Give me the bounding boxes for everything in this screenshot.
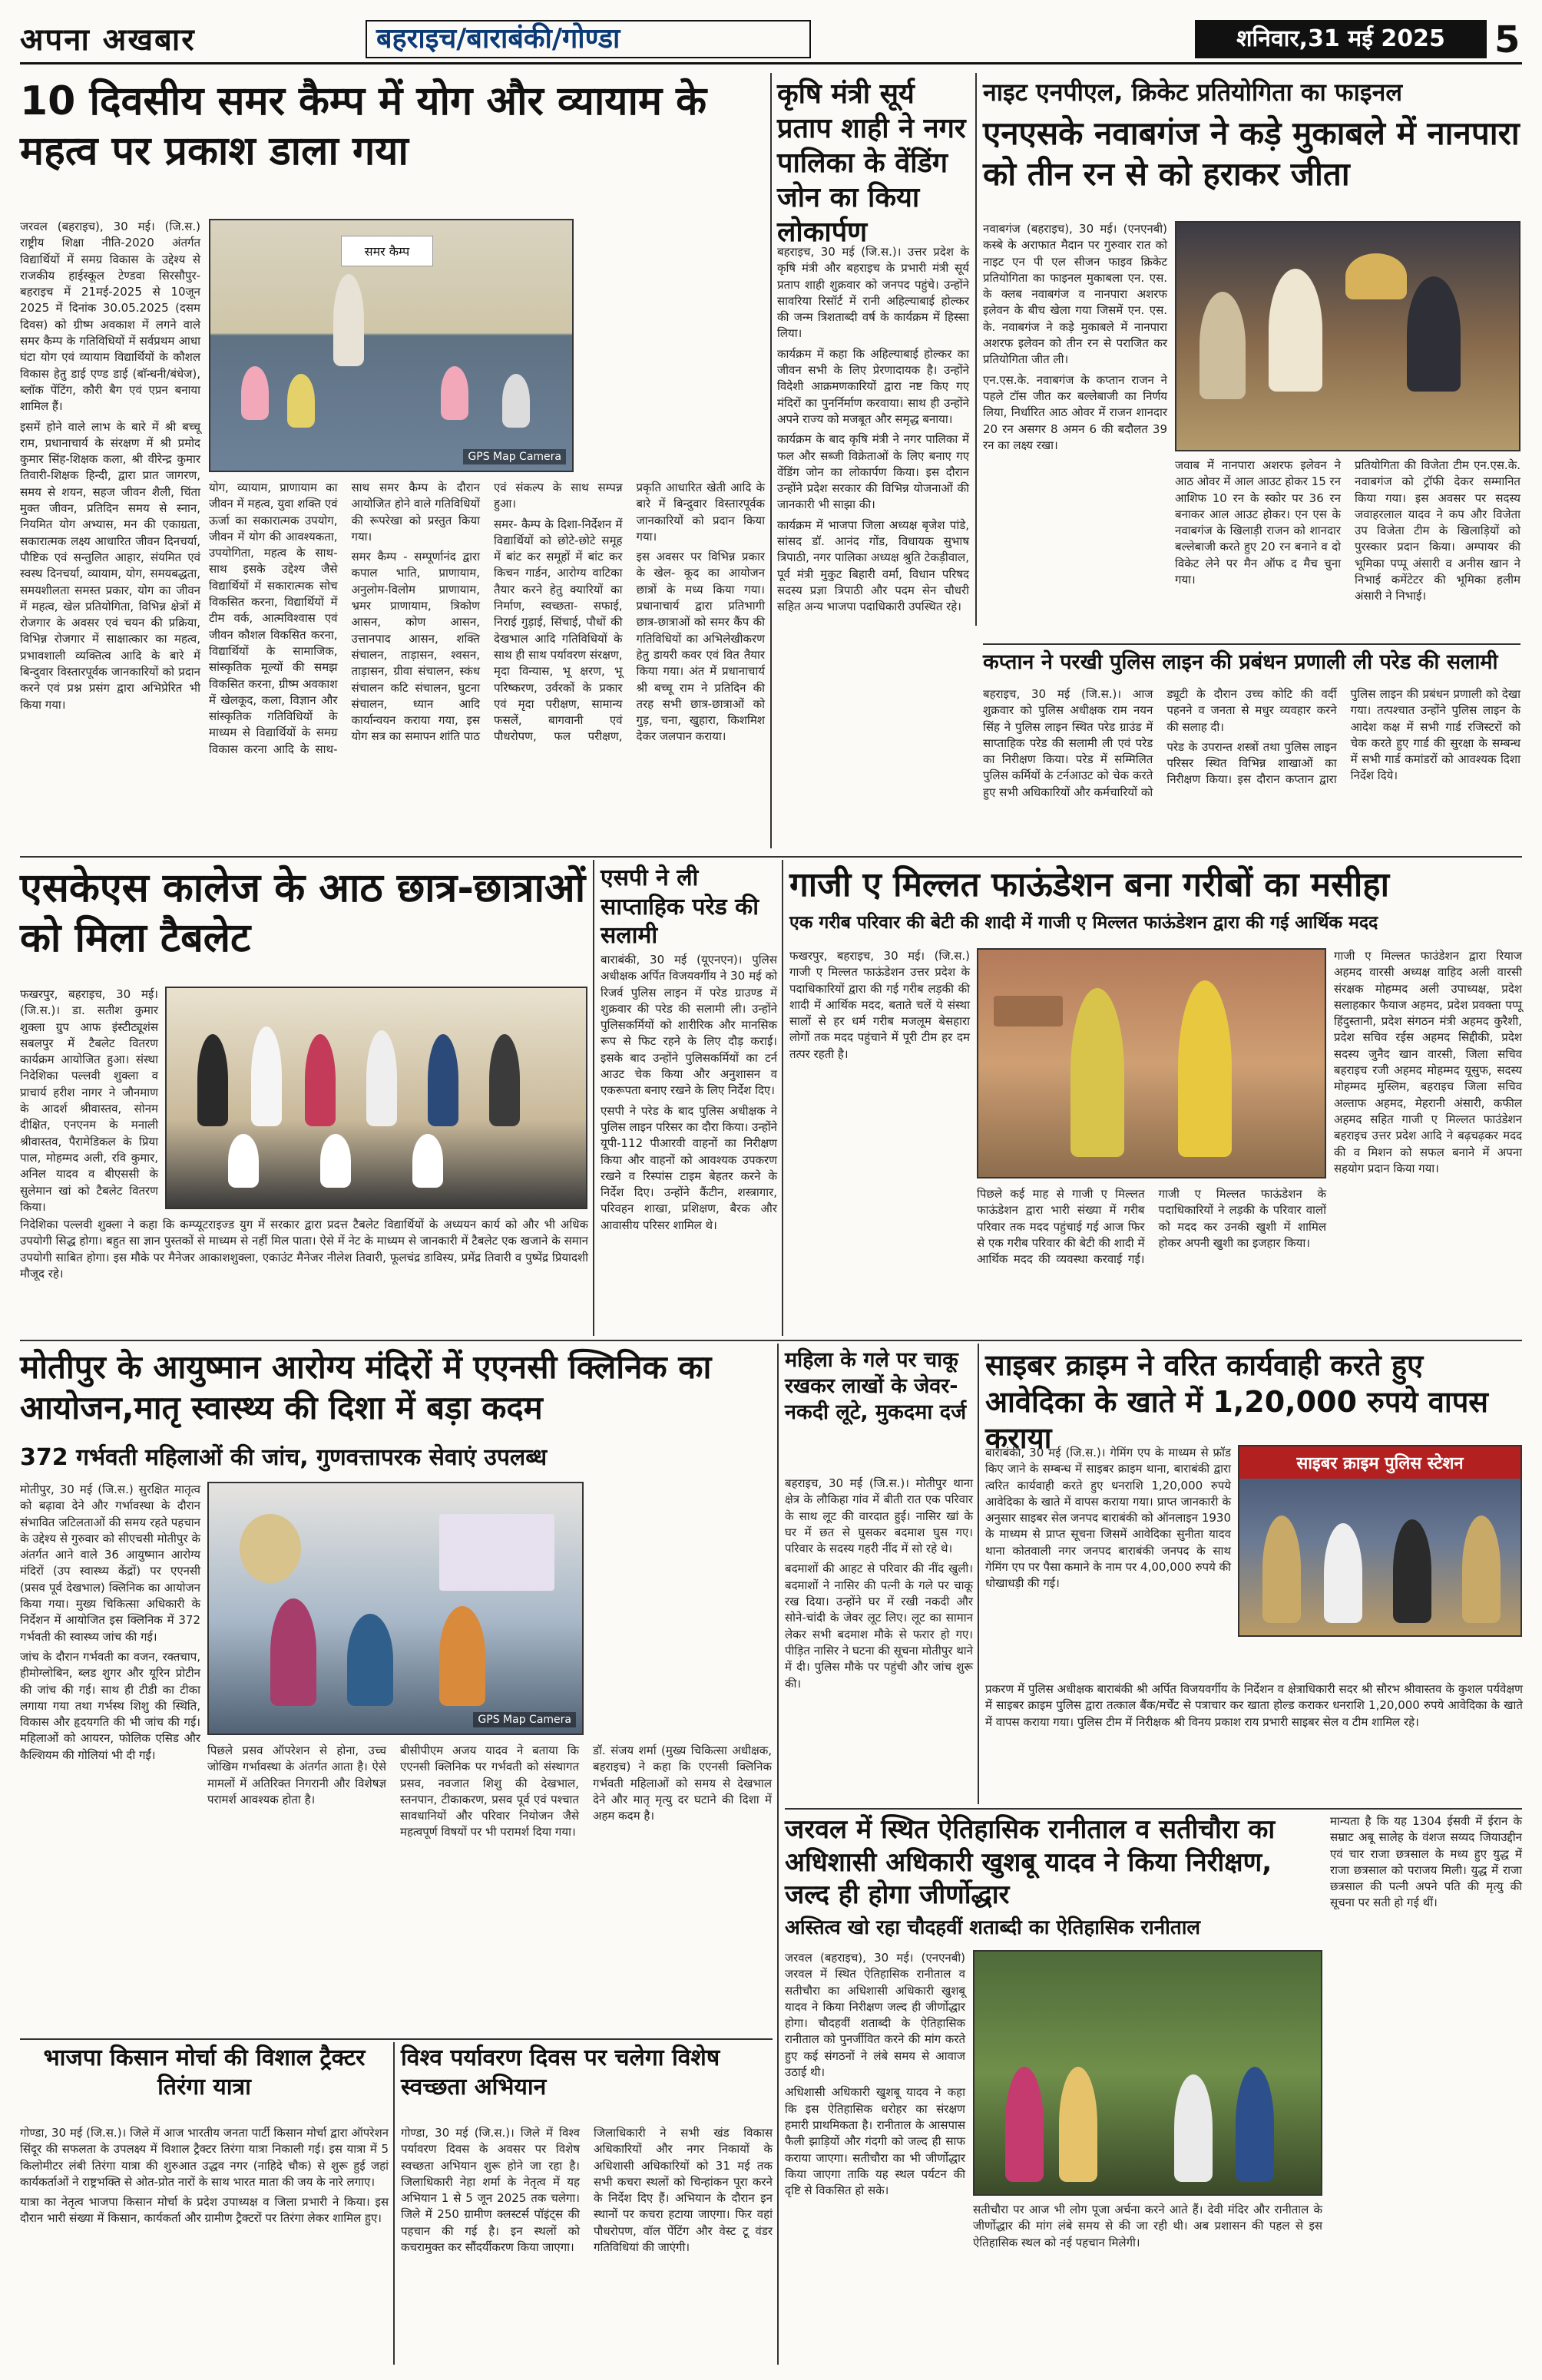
cricket-kicker: नाइट एनपीएल, क्रिकेट प्रतियोगिता का फाइनल xyxy=(983,78,1403,107)
camp-photo-banner: समर कैम्प xyxy=(341,236,433,266)
robbery-headline: महिला के गले पर चाकू रखकर लाखों के जेवर-नकदी लूटे, मुकदमा दर्ज xyxy=(785,1348,967,1424)
cyber-photo xyxy=(1238,1445,1522,1637)
robbery-paragraph: बहराइच, 30 मई (जि.स.)। मोतीपुर थाना क्षेत्र के लौकिहा गांव में बीती रात एक परिवार के साथ लूट की वारदात हुई। नासिर खां के घर में छत से घुसकर बदमाश घुस गए। परिवार के सदस्य गहरी नींद में सो रहे थे। xyxy=(785,1476,973,1556)
kisan-headline: भाजपा किसान मोर्चा की विशाल ट्रैक्टर तिरंगा यात्रा xyxy=(43,2044,366,2101)
cricket-body-right xyxy=(1175,458,1520,636)
police-body xyxy=(983,686,1520,855)
env-headline: विश्व पर्यावरण दिवस पर चलेगा विशेष स्वच्छता अभियान xyxy=(401,2044,720,2101)
section-rule xyxy=(785,1808,1522,1810)
ghazi-paragraph: फखरपुर, बहराइच, 30 मई। (जि.स.) गाजी ए मिल्लत फाऊंडेशन उत्तर प्रदेश के पदाधिकारियों द्वारा की गई गरीब लड़की की शादी में आर्थिक मदद, बताते चलें ये संस्था सालों से हर धर्म गरीब मजलूम बेसहारा लोगों तक मदद पहुंचाने में पूरी टीम हर दम तत्पर रहती है। xyxy=(789,949,970,1061)
minister-paragraph: बहराइच, 30 मई (जि.स.)। उत्तर प्रदेश के कृषि मंत्री और बहराइच के प्रभारी मंत्री सूर्य प्रताप शाही शुक्रवार को जनपद पहुंचे। उन्होंने सावरिया रिसॉर्ट में रानी अहिल्याबाई होल्कर की जन्म त्रिशताब्दी वर्ष के कार्यक्रम में हिस्सा लिया। xyxy=(777,245,969,341)
minister-paragraph: कार्यक्रम में कहा कि अहिल्याबाई होल्कर का जीवन सभी के लिए प्रेरणादायक है। उन्होंने विदेशी आक्रमणकारियों द्वारा नष्ट किए गए मंदिरों का पुनर्निर्माण करवाया। साथ ही उन्होंने अपने राज्य को मजबूत और समृद्ध बनाया। xyxy=(777,346,969,426)
police-station-sign: साइबर क्राइम पुलिस स्टेशन xyxy=(1239,1446,1520,1479)
ghazi-subhead: एक गरीब परिवार की बेटी की शादी में गाजी ए मिल्लत फाऊंडेशन द्वारा की गई आर्थिक मदद xyxy=(789,913,1378,933)
cyber-body-bottom xyxy=(985,1681,1523,1804)
ghazi-paragraph: पिछले कई माह से गाजी ए मिल्लत फाऊंडेशन द्वारा भारी संख्या में गरीब परिवार तक मदद पहुंचाई गई आज फिर से एक गरीब परिवार की बेटी की शादी में आर्थिक मदद की व्यवस्था करवाई गई। गाजी ए मिल्लत फाऊंडेशन के पदाधिकारियों ने लड़की के परिवार वालों को मदद कर उनकी खुशी में शामिल होकर अपनी खुशी का इजहार किया। xyxy=(977,1187,1326,1267)
newspaper-brand: अपना अखबार xyxy=(20,22,196,58)
robbery-paragraph: बदमाशों की आहट से परिवार की नींद खुली। बदमाशों ने नासिर की पत्नी के गले पर चाकू रख दिया। उन्होंने घर में रखी नकदी और सोने-चांदी के जेवर लूट लिए। लूट का सामान लेकर सभी बदमाश मौके से फरार हो गए। पीड़ित नासिर ने घटना की सूचना मोतीपुर थाने में दी। पुलिस मौके पर पहुंची और जांच शुरू की। xyxy=(785,1562,973,1691)
env-paragraph: गोण्डा, 30 मई (जि.स.)। जिले में विश्व पर्यावरण दिवस के अवसर पर विशेष स्वच्छता अभियान शुरू होने जा रहा है। जिलाधिकारी नेहा शर्मा के नेतृत्व में यह अभियान 1 से 5 जून 2025 तक चलेगा। जिले में 250 ग्रामीण क्लस्टर्स पॉइंट्स की पहचान की गई है। इन स्थलों को कचरामुक्त कर सौंदर्यीकरण किया जाएगा। xyxy=(401,2126,580,2255)
robbery-body xyxy=(785,1476,973,1802)
cricket-paragraph: जवाब में नानपारा अशरफ इलेवन ने आठ ओवर में आल आउट होकर 15 रन आशिफ 10 रन के स्कोर पर 36 रन बनाकर आल आउट होकर। एन एस के नवाबगंज के खिलाड़ी राजन को शानदार बल्लेबाजी करते हुए 20 रन बनाने व दो विकेट लेने पर मैन ऑफ द मैच चुना गया। xyxy=(1175,458,1341,587)
column-rule xyxy=(393,2042,395,2365)
ghazi-body-mid xyxy=(977,1186,1326,1332)
issue-date: शनिवार,31 मई 2025 xyxy=(1195,20,1487,58)
section-rule xyxy=(20,856,1522,858)
section-rule xyxy=(20,2038,773,2040)
edition-section: बहराइच/बाराबंकी/गोण्डा xyxy=(366,20,811,58)
cyber-body-left xyxy=(985,1445,1231,1675)
camp-photo xyxy=(209,219,574,472)
camp-body-left xyxy=(20,219,200,964)
tablet-paragraph: निदेशिका पल्लवी शुक्ला ने कहा कि कम्प्यूटराइज्ड युग में सरकार द्वारा प्रदत्त टैबलेट विद्यार्थियों के अध्ययन कार्य को और भी अधिक उपयोगी सिद्ध होगा। बहुत सा ज्ञान पुस्तकों से माध्यम से नहीं मिल पाता। ऐसे में नेट के माध्यम से जानकारी में टैबलेट एक खजाने के समान उपयोगी साबित होगा। इस मौके पर मैनेजर आकाशशुक्ला, एकाउंट मैनेजर नीलेश तिवारी, फूलचंद्र डाविस्य, प्रमेंद्र तिवारी व पुष्पेंद्र प्रियादशी मौजूद रहे। xyxy=(20,1218,588,1281)
cricket-headline: एनएसके नवाबगंज ने कड़े मुकाबले में नानपारा को तीन रन से को हराकर जीता xyxy=(983,114,1520,193)
jarwal-paragraph: सतीचौरा पर आज भी लोग पूजा अर्चना करने आते हैं। देवी मंदिर और रानीताल के जीर्णोद्धार की मांग लंबे समय से की जा रही थी। अब प्रशासन की पहल से इस ऐतिहासिक स्थल को नई पहचान मिलेगी। xyxy=(973,2203,1322,2249)
clinic-photo xyxy=(207,1482,584,1735)
tablet-headline: एसकेएस कालेज के आठ छात्र-छात्राओं को मिला टैबलेट xyxy=(20,865,586,961)
jarwal-body-right xyxy=(1330,1813,1522,2361)
page-number: 5 xyxy=(1494,18,1520,61)
camp-paragraph: योग, व्यायाम, प्राणायाम का जीवन में महत्व, युवा शक्ति एवं ऊर्जा का सकारात्मक उपयोग, जीवन में योग की आवश्यकता, उपयोगिता, महत्व के साथ- साथ इसके उद्देश्य जैसे विद्यार्थियों में सकारात्मक सोच विकसित करना, विद्यार्थियों में टीम वर्क, आत्मविश्वास एवं जीवन कौशल विकसित करना, विद्यार्थियों के सामाजिक, सांस्कृतिक मूल्यों की समझ विकसित करना, ग्रीष्म अवकाश में खेलकूद, कला, विज्ञान और सांस्कृतिक गतिविधियों के माध्यम से विद्यार्थियों के समग्र विकास करना आदि के साथ-साथ समर कैम्प के दौरान आयोजित होने वाले गतिविधियों की रूपरेखा को प्रस्तुत किया गया। xyxy=(209,481,480,756)
jarwal-paragraph: अधिशासी अधिकारी खुशबू यादव ने कहा कि इस ऐतिहासिक धरोहर का संरक्षण हमारी प्राथमिकता है। रानीताल के आसपास फैली झाड़ियों और गंदगी को जल्द ही साफ कराया जाएगा। सतीचौरा का भी जीर्णोद्धार किया जाएगा ताकि यह स्थल पर्यटन की दृष्टि से विकसित हो सके। xyxy=(785,2085,965,2198)
clinic-paragraph: बीसीपीएम अजय यादव ने बताया कि एएनसी क्लिनिक पर गर्भवती को संस्थागत प्रसव, नवजात शिशु की देखभाल, स्तनपान, टीकाकरण, प्रसव पूर्व एवं पश्चात सावधानियों और परिवार नियोजन जैसे महत्वपूर्ण विषयों पर भी परामर्श दिया गया। xyxy=(400,1744,579,1840)
jarwal-photo xyxy=(973,1950,1322,2196)
ghazi-paragraph: गाजी ए मिल्लत फाउंडेशन द्वारा रियाज अहमद वारसी अध्यक्ष वाहिद अली वारसी संरक्षक मोहम्मद अली उपाध्यक्ष, प्रदेश सलाहकार फैयाज अहमद, प्रदेश प्रवक्ता पप्पू हिंदुस्तानी, प्रदेश संगठन मंत्री अहमद कुरैशी, प्रदेश सचिव रईस अहमद सिद्दीकी, प्रदेश सदस्य जुनैद खान वारसी, जिला सचिव बहराइच रजी अहमद मोहम्मद यूसुफ, सदस्य मोहम्मद मुस्लिम, बहराइच जिला सचिव अल्ताफ अहमद, मेहरानी अंसारी, कफील अहमद सहित गाजी ए मिल्लत फाउंडेशन बहराइच उत्तर प्रदेश आदि ने बढ़चढ़कर मदद की व मिशन को सफल बनाने में अपना सहयोग प्रदान किया गया। xyxy=(1334,949,1522,1175)
clinic-headline: मोतीपुर के आयुष्मान आरोग्य मंदिरों में एएनसी क्लिनिक का आयोजन,मातृ स्वास्थ्य की दिशा में बड़ा कदम xyxy=(20,1348,712,1426)
cyber-headline: साइबर क्राइम ने वरित कार्यवाही करते हुए आवेदिका के खाते में 1,20,000 रुपये वापस कराया xyxy=(985,1348,1488,1455)
column-rule xyxy=(777,1344,779,2365)
minister-headline: कृषि मंत्री सूर्य प्रताप शाही ने नगर पालिका के वेंडिंग जोन का किया लोकार्पण xyxy=(777,78,966,248)
jarwal-body-mid xyxy=(973,2202,1322,2361)
cricket-paragraph: नवाबगंज (बहराइच), 30 मई। (एनएनबी) कस्बे के अराफात मैदान पर गुरुवार रात को नाइट एन पी एल सीजन फाइव क्रिकेट प्रतियोगिता का फाइनल मुकाबला एन. एस. के क्लब नवाबगंज व नानपारा अशरफ इलेवन के बीच खेला गया जिसमें एन. एस. के. नवाबगंज ने कड़े मुकाबले में नानपारा अशरफ इलेवन को तीन रन से पराजित कर प्रतियोगिता जीत ली। xyxy=(983,222,1167,367)
column-rule xyxy=(593,860,594,1336)
jarwal-paragraph: जरवल (बहराइच), 30 मई। (एनएनबी) जरवल में स्थित ऐतिहासिक रानीताल व सतीचौरा का अधिशासी अधिकारी खुशबू यादव ने किया निरीक्षण जल्द ही जीर्णोद्धार होगा। चौदहवीं शताब्दी के ऐतिहासिक रानीताल को पुनर्जीवित करने की मांग करते हुए कई संगठनों ने लंबे समय से आवाज उठाई थी। xyxy=(785,1951,965,2080)
camera-watermark: GPS Map Camera xyxy=(473,1712,576,1727)
jarwal-headline: जरवल में स्थित ऐतिहासिक रानीताल व सतीचौरा का अधिशासी अधिकारी खुशबू यादव ने किया निरीक्षण, जल्द ही होगा जीर्णोद्धार xyxy=(785,1814,1276,1910)
cricket-photo xyxy=(1175,221,1520,451)
clinic-paragraph: मोतीपुर, 30 मई (जि.स.) सुरक्षित मातृत्व को बढ़ावा देने और गर्भावस्था के दौरान संभावित जटिलताओं की समय रहते पहचान के उद्देश्य से गुरुवार को सीएचसी मोतीपुर के अंतर्गत आने वाले 36 आयुष्मान आरोग्य मंदिरों (उप स्वास्थ्य केंद्रों) पर एएनसी (प्रसव पूर्व देखभाल) क्लिनिक का आयोजन किया गया। मुख्य चिकित्सा अधिकारी के निर्देशन में आयोजित इस क्लिनिक में 372 गर्भवती की स्वास्थ्य जांच की गई। xyxy=(20,1483,200,1644)
sp-headline: एसपी ने ली साप्ताहिक परेड की सलामी xyxy=(601,864,759,949)
sp-paragraph: एसपी ने परेड के बाद पुलिस अधीक्षक ने पुलिस लाइन परिसर का दौरा किया। उन्होंने यूपी-112 पीआरवी वाहनों का निरीक्षण किया और वाहनों को आवश्यक उपकरण रखने व रिस्पांस टाइम बेहतर करने के निर्देश दिए। उन्होंने कैंटीन, शस्त्रागार, परिवहन शाखा, प्रशिक्षण, बैरक और आवासीय परिसर शामिल थे। xyxy=(601,1103,777,1232)
minister-paragraph: कार्यक्रम में भाजपा जिला अध्यक्ष बृजेश पांडे, सांसद डॉ. आनंद गोंड, विधायक सुभाष त्रिपाठी, नगर पालिका अध्यक्ष श्रुति टेकड़ीवाल, पूर्व मंत्री मुकुट बिहारी वर्मा, विधान परिषद सदस्य प्रज्ञा त्रिपाठी और पदम सेन चौधरी सहित अन्य भाजपा पदाधिकारी उपस्थित रहे। xyxy=(777,517,969,614)
jarwal-body-left xyxy=(785,1950,965,2361)
section-rule xyxy=(983,643,1520,645)
camp-paragraph: समर- कैम्प के दिशा-निर्देशन में विद्यार्थियों को छोटे-छोटे समूह में बांट कर समूहों में बांट कर किचन गार्डन, आरोग्य वाटिका तैयार करने हेतु क्यारियों का निर्माण, स्वच्छता- सफाई, निराई गुड़ाई, सिंचाई, पौधों की देखभाल आदि गतिविधियों के साथ ही साथ पर्यावरण संरक्षण, मृदा विन्यास, भू क्षरण, भू परिष्करण, उर्वरकों के प्रकार एवं मृदा परीक्षण, सामान्य फसलें, बागवानी एवं पौधरोपण, फल परीक्षण, प्रकृति आधारित खेती आदि के बारे में बिन्दुवार विस्तारपूर्वक जानकारियों को प्रदान किया गया। xyxy=(494,481,765,744)
section-rule xyxy=(20,1340,1522,1341)
tablet-paragraph: फखरपुर, बहराइच, 30 मई। (जि.स.)। डा. सतीश कुमार शुक्ला ग्रुप आफ इंस्टीट्यूशंस सबलपुर में टैबलेट वितरण कार्यक्रम आयोजित हुआ। संस्था निदेशिका पल्लवी शुक्ला व प्राचार्य हरीश नागर ने जौनमाण के आदर्श श्रीवास्तव, सोनम दीक्षित, एनएनम के मनाली श्रीवास्तव, पैरामेडिकल के प्रिया पाल, मोहम्मद अली, रवि कुमार, अनिल यादव व बीएससी के सुलेमान खां को टैबलेट वितरण किया। xyxy=(20,987,158,1214)
minister-body xyxy=(777,244,969,854)
clinic-body-right xyxy=(207,1743,772,2035)
env-body xyxy=(401,2125,773,2363)
camp-paragraph: इसमें होने वाले लाभ के बारे में श्री बच्चू राम, प्रधानाचार्य के संरक्षण में श्री प्रमोद कुमार सिंह-शिक्षक कला, श्री वीरेन्द्र कुमार तिवारी-शिक्षक हिन्दी, द्वारा प्रात जागरण, समय से शयन, सहज जीवन शैली, चिंता मुक्त जीवन, प्रतिदिन समय से स्नान, नियमित योग अभ्यास, मन की एकाग्रता, सकारात्मक लक्ष्य आधारित जीवन दिनचर्या, पौष्टिक एवं सन्तुलित आहार, संयमित एवं स्वस्थ दिनचर्या, व्यायाम, योग, समयबद्धता, समयशीलता समस्त प्रकार, योग का जीवन में महत्व, खेल प्रतियोगिता, विभिन्न क्षेत्रों में रोजगार के अवसर एवं चयन की प्रक्रिया, विभिन्न रोजगार में साक्षात्कार का महत्व, प्रभावशाली व्यक्तित्व आदि के बारे में बिन्दुवार विस्तारपूर्वक जानकारियों को प्रदान करने एवं प्रश्न प्रसंग द्वारा अभिप्रेरित भी किया गया। xyxy=(20,419,200,712)
clinic-subhead: 372 गर्भवती महिलाओं की जांच, गुणवत्तापरक सेवाएं उपलब्ध xyxy=(20,1444,548,1471)
jarwal-subhead: अस्तित्व खो रहा चौदहवीं शताब्दी का ऐतिहासिक रानीताल xyxy=(785,1916,1201,1939)
camp-paragraph: जरवल (बहराइच), 30 मई। (जि.स.) राष्ट्रीय शिक्षा नीति-2020 अंतर्गत विद्यार्थियों में समग्र विकास के उद्देश्य से राजकीय हाईस्कूल टेण्डवा सिरसौपुर-बहराइच में 21मई-2025 से 10जून 2025 में दिनांक 30.05.2025 (दसम दिवस) को ग्रीष्म अवकाश में लगने वाले समर कैम्प के गतिविधियों में सर्वप्रथम आधा घंटा योग एवं व्यायाम विद्यार्थियों के कौशल विकास हेतु डाई एण्ड डाई (बाॅन्धनी/बंधेज), ब्लॉक पेंटिंग, कौरी बैग एवं एप्रन बनाया शामिल हैं। xyxy=(20,220,200,414)
cyber-paragraph: प्रकरण में पुलिस अधीक्षक बाराबंकी श्री अर्पित विजयवर्गीय के निर्देशन व क्षेत्राधिकारी सदर श्री सौरभ श्रीवास्तव के कुशल पर्यवेक्षण में साइबर क्राइम पुलिस द्वारा तत्काल बैंक/मर्चेंट से पत्राचार कर खाता होल्ड कराकर धनराशि 1,20,000 रुपये आवेदिका के खाते में वापस कराया गया। पुलिस टीम में निरीक्षक श्री विनय प्रकाश राय प्रभारी साइबर सेल व टीम शामिल रहे। xyxy=(985,1682,1523,1729)
column-rule xyxy=(975,73,977,626)
masthead xyxy=(20,15,1522,64)
cricket-paragraph: एन.एस.के. नवाबगंज के कप्तान राजन ने पहले टॉस जीत कर बल्लेबाजी का निर्णय लिया, निर्धारित आठ ओवर में राजन शानदार 20 रन असगर 8 अमन 6 की बदौलत 39 रन का लक्ष्य रखा। xyxy=(983,372,1167,452)
cricket-body-left xyxy=(983,221,1167,636)
column-rule xyxy=(978,1344,979,1804)
police-paragraph: परेड के उपरान्त शस्त्रों तथा पुलिस लाइन परिसर स्थित विभिन्न शाखाओं का निरीक्षण किया। इस दौरान कप्तान द्वारा पुलिस लाइन की प्रबंधन प्रणाली को देखा गया। तत्पश्चात उन्होंने पुलिस लाइन के आदेश कक्ष में सभी गार्ड रजिस्टरों को चेक करते हुए गार्ड की सुरक्षा के सम्बन्ध में सभी गार्ड कमांडरों को आवश्यक दिशा निर्देश दिये। xyxy=(1166,687,1520,787)
ghazi-body-left xyxy=(789,948,970,1332)
cricket-paragraph: प्रतियोगिता की विजेता टीम एन.एस.के. नवाबगंज को ट्रॉफी देकर सम्मानित किया गया। इस अवसर पर सदस्य जवाहरलाल यादव ने कप और विजेता उप विजेता टीम के खिलाड़ियों को पुरस्कार प्रदान किया। अम्पायर की भूमिका पप्पू अंसारी व अनीस खान ने निभाई कमेंटेटर की भूमिका हलीम अंसारी ने निभाई। xyxy=(1355,458,1520,603)
kisan-paragraph: यात्रा का नेतृत्व भाजपा किसान मोर्चा के प्रदेश उपाध्यक्ष व जिला प्रभारी ने किया। इस दौरान भारी संख्या में किसान, कार्यकर्ता और ग्रामीण ट्रैक्टरों पर तिरंगा लेकर शामिल हुए। xyxy=(20,2195,389,2226)
column-rule xyxy=(782,860,783,1336)
env-paragraph: जिलाधिकारी ने सभी खंड विकास अधिकारियों और नगर निकायों के अधिशासी अधिकारियों को 31 मई तक सभी कचरा स्थलों को चिन्हांकन पूरा करने के निर्देश दिए हैं। अभियान के दौरान इन स्थानों पर कचरा हटाया जाएगा। फिर वहां पौधरोपण, वॉल पेंटिंग और वेस्ट टू वंडर गतिविधियां की जाएंगी। xyxy=(594,2126,773,2255)
cyber-paragraph: बाराबंकी, 30 मई (जि.स.)। गेमिंग एप के माध्यम से फ्रॉड किए जाने के सम्बन्ध में साइबर क्राइम थाना, बाराबंकी द्वारा त्वरित कार्यवाही करते हुए धनराशि 1,20,000 रुपये आवेदिका के खाते में वापस कराया गया। प्राप्त जानकारी के अनुसार साइबर सेल जनपद बाराबंकी को ऑनलाइन 1930 के माध्यम से प्राप्त सूचना जिसमें आवेदिका सुनीता यादव थाना कोतवाली नगर जनपद बाराबंकी जनपद के साथ गेमिंग एप पर पैसा कमाने के नाम पर 4,00,000 रुपये की धोखाधड़ी की गई। xyxy=(985,1446,1231,1591)
tablet-photo xyxy=(165,987,587,1209)
clinic-paragraph: डॉ. संजय शर्मा (मुख्य चिकित्सा अधीक्षक, बहराइच) ने कहा कि एएनसी क्लिनिक गर्भवती महिलाओं को समय से देखभाल देने और मातृ मृत्यु दर घटाने की दिशा में अहम कदम है। xyxy=(593,1744,772,1823)
jarwal-paragraph: मान्यता है कि यह 1304 ईसवी में ईरान के सम्राट अबू सालेह के वंशज सय्यद जियाउद्दीन एवं चार राजा छत्रसाल के मध्य हुए युद्ध में राजा छत्रसाल को पराजय मिली। युद्ध में राजा छत्रसाल की पत्नी अपने पति की मृत्यु की सूचना पर सती हो गई थीं। xyxy=(1330,1814,1522,1910)
clinic-paragraph: जांच के दौरान गर्भवती का वजन, रक्तचाप, हीमोग्लोबिन, ब्लड शुगर और यूरिन प्रोटीन की जांच की गई। साथ ही टीडी का टीका लगाया गया तथा गर्भस्थ शिशु की स्थिति, विकास और हृदयगति की भी जांच की गई। महिलाओं को आयरन, फोलिक एसिड और कैल्शियम की गोलियां भी दी गईं। xyxy=(20,1649,200,1762)
camp-headline: 10 दिवसीय समर कैम्प में योग और व्यायाम के महत्व पर प्रकाश डाला गया xyxy=(20,78,707,174)
police-paragraph: बहराइच, 30 मई (जि.स.)। आज शुक्रवार को पुलिस अधीक्षक राम नयन सिंह ने पुलिस लाइन स्थित परेड ग्राउंड में साप्ताहिक परेड की सलामी ली एवं परेड का निरीक्षण किया। परेड में सम्मिलित पुलिस कर्मियों के टर्नआउट को चेक करते हुए सभी अधिकारियों और कर्मचारियों को ड्यूटी के दौरान उच्च कोटि की वर्दी पहनने व जनता से मधुर व्यवहार करने की सलाह दी। xyxy=(983,687,1337,799)
tablet-body-bottom xyxy=(20,1217,588,1332)
column-rule xyxy=(770,73,772,848)
camp-paragraph: समर कैम्प - सम्पूर्णानंद द्वारा कपाल भाति, प्राणायाम, अनुलोम-विलोम प्राणायाम, भ्रमर प्राणायाम, त्रिकोण आसन, कोण आसन, उत्तानपाद आसन, शक्ति संचालन, ताड़ासन, श्वसन, ताड़ासन, ग्रीवा संचालन, स्कंध संचालन कटि संचालन, घुटना संचालन, ध्यान आदि कार्यान्वयन कराया गया, इस योग सत्र का समापन शांति पाठ एवं संकल्प के साथ सम्पन्न हुआ। xyxy=(351,481,623,744)
ghazi-photo xyxy=(977,948,1326,1178)
clinic-body-left xyxy=(20,1482,200,2035)
clinic-paragraph: पिछले प्रसव ऑपरेशन से होना, उच्च जोखिम गर्भावस्था के अंतर्गत आता है। ऐसे मामलों में अतिरिक्त निगरानी और विशेषज्ञ परामर्श आवश्यक होता है। xyxy=(207,1744,386,1806)
sp-body xyxy=(601,952,777,1332)
ghazi-headline: गाजी ए मिल्लत फाऊंडेशन बना गरीबों का मसीहा xyxy=(789,865,1389,904)
camp-paragraph: इस अवसर पर विभिन्न प्रकार के खेल- कूद का आयोजन छात्रों के मध्य किया गया। प्रधानाचार्य द्वारा प्रतिभागी छात्र-छात्राओं को समर कैंप की गतिविधियों का अभिलेखीकरण हेतु डायरी कवर एवं वित तैयार किया गया। अंत में प्रधानाचार्य श्री बच्चू राम ने प्रतिदिन की तरह सभी छात्र-छात्राओं को गुड़, चना, खुहारा, किशमिश देकर जलपान कराया। xyxy=(636,550,765,744)
tablet-body-left xyxy=(20,987,158,1214)
sp-paragraph: बाराबंकी, 30 मई (यूएनएन)। पुलिस अधीक्षक अर्पित विजयवर्गीय ने 30 मई को रिजर्व पुलिस लाइन में परेड ग्राउण्ड में शुक्रवार की परेड की सलामी ली। उन्होंने पुलिसकर्मियों को शारीरिक और मानसिक रूप से फिट रहने के लिए दौड़ कराई। इसके बाद उन्होंने पुलिसकर्मियों का टर्न आउट चेक किया और अनुशासन व एकरूपता बनाए रखने के लिए निर्देश दिए। xyxy=(601,953,777,1098)
kisan-paragraph: गोण्डा, 30 मई (जि.स.)। जिले में आज भारतीय जनता पार्टी किसान मोर्चा द्वारा ऑपरेशन सिंदूर की सफलता के उपलक्ष्य में विशाल ट्रैक्टर तिरंगा यात्रा निकाली गई। इस यात्रा में 5 किलोमीटर लंबी तिरंगा यात्रा की शुरुआत उद्धव नगर (नाहिदे चौक) से शुरू हुई जहां कार्यकर्ताओं ने राष्ट्रभक्ति से ओत-प्रोत नारों के साथ भारत माता की जय के नारे लगाए। xyxy=(20,2126,389,2189)
minister-paragraph: कार्यक्रम के बाद कृषि मंत्री ने नगर पालिका में फल और सब्जी विक्रेताओं के लिए बनाए गए वेंडिंग जोन का लोकार्पण किया। इस दौरान उन्होंने प्रदेश सरकार की विभिन्न योजनाओं की जानकारी भी साझा की। xyxy=(777,432,969,512)
camera-watermark: GPS Map Camera xyxy=(463,449,566,464)
kisan-body xyxy=(20,2125,389,2363)
police-headline: कप्तान ने परखी पुलिस लाइन की प्रबंधन प्रणाली ली परेड की सलामी xyxy=(983,650,1498,674)
ghazi-body-right xyxy=(1334,948,1522,1332)
